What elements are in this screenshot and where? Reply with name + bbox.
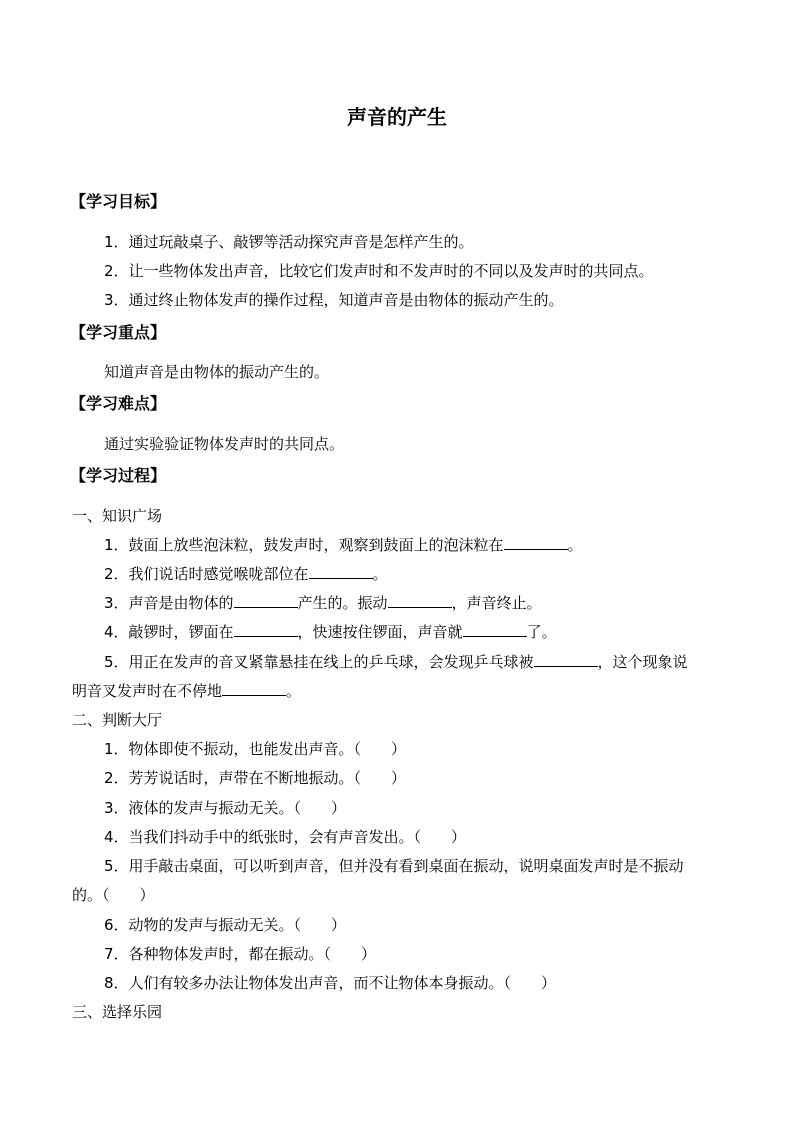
question-text: 。: [567, 536, 583, 554]
key-points-heading: 【学习重点】: [70, 323, 167, 342]
answer-blank: [534, 652, 598, 667]
question-text: ，快速按住锣面，声音就: [297, 623, 463, 641]
question-text: ，这个现象说: [597, 653, 688, 671]
answer-blank: [388, 593, 452, 608]
question-text: 2．我们说话时感觉喉咙部位在: [104, 565, 309, 583]
question-text: 5．用正在发声的音叉紧靠悬挂在线上的乒乓球，会发现乒乓球被: [104, 653, 534, 671]
question-text: 产生的。振动: [297, 594, 388, 612]
question-text: 。: [286, 682, 302, 700]
judge-item: 5．用手敲击桌面，可以听到声音，但并没有看到桌面在振动，说明桌面发声时是不振动: [104, 857, 684, 875]
section-title: 一、知识广场: [72, 507, 163, 525]
answer-blank: [309, 564, 373, 579]
goal-item: 1．通过玩敲桌子、敲锣等活动探究声音是怎样产生的。: [104, 233, 474, 251]
question-5-continued: [72, 680, 301, 702]
answer-blank: [234, 622, 298, 637]
difficulties-heading: 【学习难点】: [70, 394, 167, 413]
question-text: 4．敲锣时，锣面在: [104, 623, 234, 641]
goals-heading: 【学习目标】: [70, 192, 167, 211]
judge-item: 1．物体即使不振动，也能发出声音。（ ）: [104, 740, 407, 758]
goal-item: 3．通过终止物体发声的操作过程，知道声音是由物体的振动产生的。: [104, 291, 564, 309]
judge-item: 8．人们有较多办法让物体发出声音，而不让物体本身振动。（ ）: [104, 974, 557, 992]
judge-item-continued: 的。（ ）: [72, 886, 155, 904]
key-points-text: 知道声音是由物体的振动产生的。: [104, 363, 330, 381]
page-title: 声音的产生: [347, 105, 447, 129]
section-title: 二、判断大厅: [72, 711, 163, 729]
answer-blank: [234, 593, 298, 608]
answer-blank: [463, 622, 527, 637]
question-text: 了。: [526, 623, 557, 641]
section-title: 三、选择乐园: [72, 1003, 163, 1021]
question-text: 1．鼓面上放些泡沫粒，鼓发声时，观察到鼓面上的泡沫粒在: [104, 536, 504, 554]
question-2: [104, 563, 388, 585]
judge-item: 7．各种物体发声时，都在振动。（ ）: [104, 945, 377, 963]
question-1: [104, 534, 583, 556]
answer-blank: [504, 535, 568, 550]
question-text: 3．声音是由物体的: [104, 594, 234, 612]
question-5: [104, 651, 688, 673]
question-text: 。: [372, 565, 388, 583]
process-heading: 【学习过程】: [70, 466, 167, 485]
answer-blank: [222, 681, 286, 696]
question-4: [104, 621, 557, 643]
judge-item: 2．芳芳说话时，声带在不断地振动。（ ）: [104, 769, 407, 787]
judge-item: 4．当我们抖动手中的纸张时，会有声音发出。（ ）: [104, 828, 467, 846]
question-text: 明音叉发声时在不停地: [72, 682, 223, 700]
judge-item: 6．动物的发声与振动无关。（ ）: [104, 916, 347, 934]
question-text: ，声音终止。: [451, 594, 542, 612]
judge-item: 3．液体的发声与振动无关。（ ）: [104, 799, 347, 817]
question-3: [104, 592, 542, 614]
goal-item: 2．让一些物体发出声音，比较它们发声时和不发声时的不同以及发声时的共同点。: [104, 262, 654, 280]
difficulties-text: 通过实验验证物体发声时的共同点。: [104, 435, 345, 453]
